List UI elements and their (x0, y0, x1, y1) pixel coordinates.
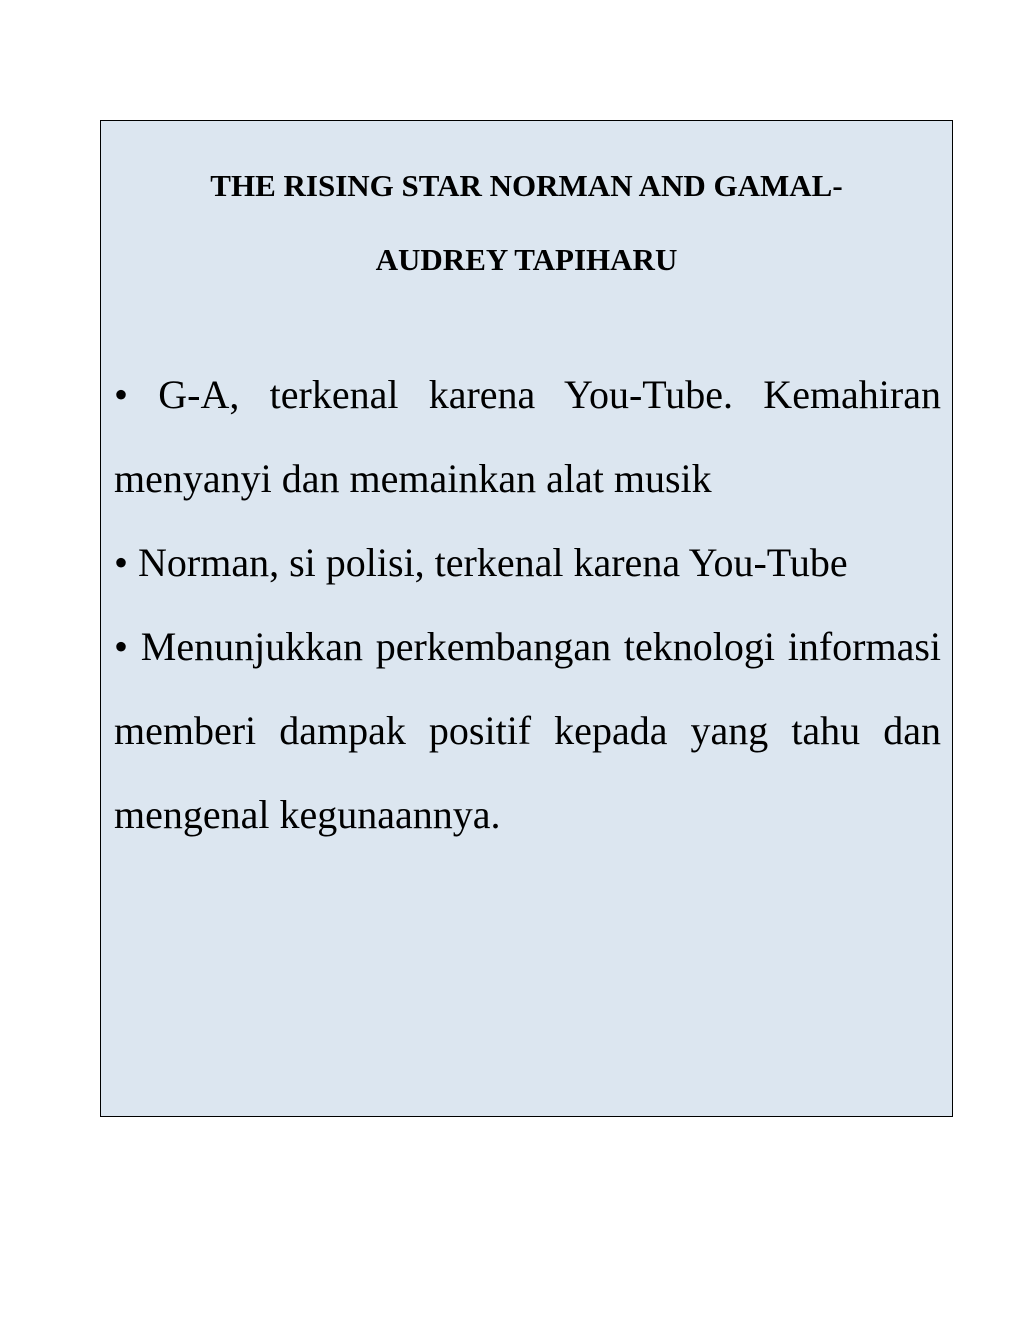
bullet-text-3: Menunjukkan perkembangan teknologi informasi memberi dampak positif kepada yang tahu dan mengenal kegunaannya. (114, 624, 942, 837)
title-line-2: AUDREY TAPIHARU (375, 242, 678, 277)
bullet-icon: • (114, 372, 129, 417)
bullet-list (114, 353, 941, 857)
bullet-text-1: G-A, terkenal karena You-Tube. Kemahiran menyanyi dan memainkan alat musik (114, 372, 941, 501)
title-line-1: THE RISING STAR NORMAN AND GAMAL- (210, 168, 843, 203)
bullet-icon: • (114, 624, 129, 669)
content-box (100, 120, 953, 1117)
bullet-paragraph-1 (114, 353, 941, 521)
bullet-paragraph-2 (114, 521, 941, 605)
bullet-text-2: Norman, si polisi, terkenal karena You-Tube (138, 540, 848, 585)
bullet-paragraph-3 (114, 605, 941, 857)
bullet-icon: • (114, 540, 129, 585)
document-title (101, 149, 952, 297)
